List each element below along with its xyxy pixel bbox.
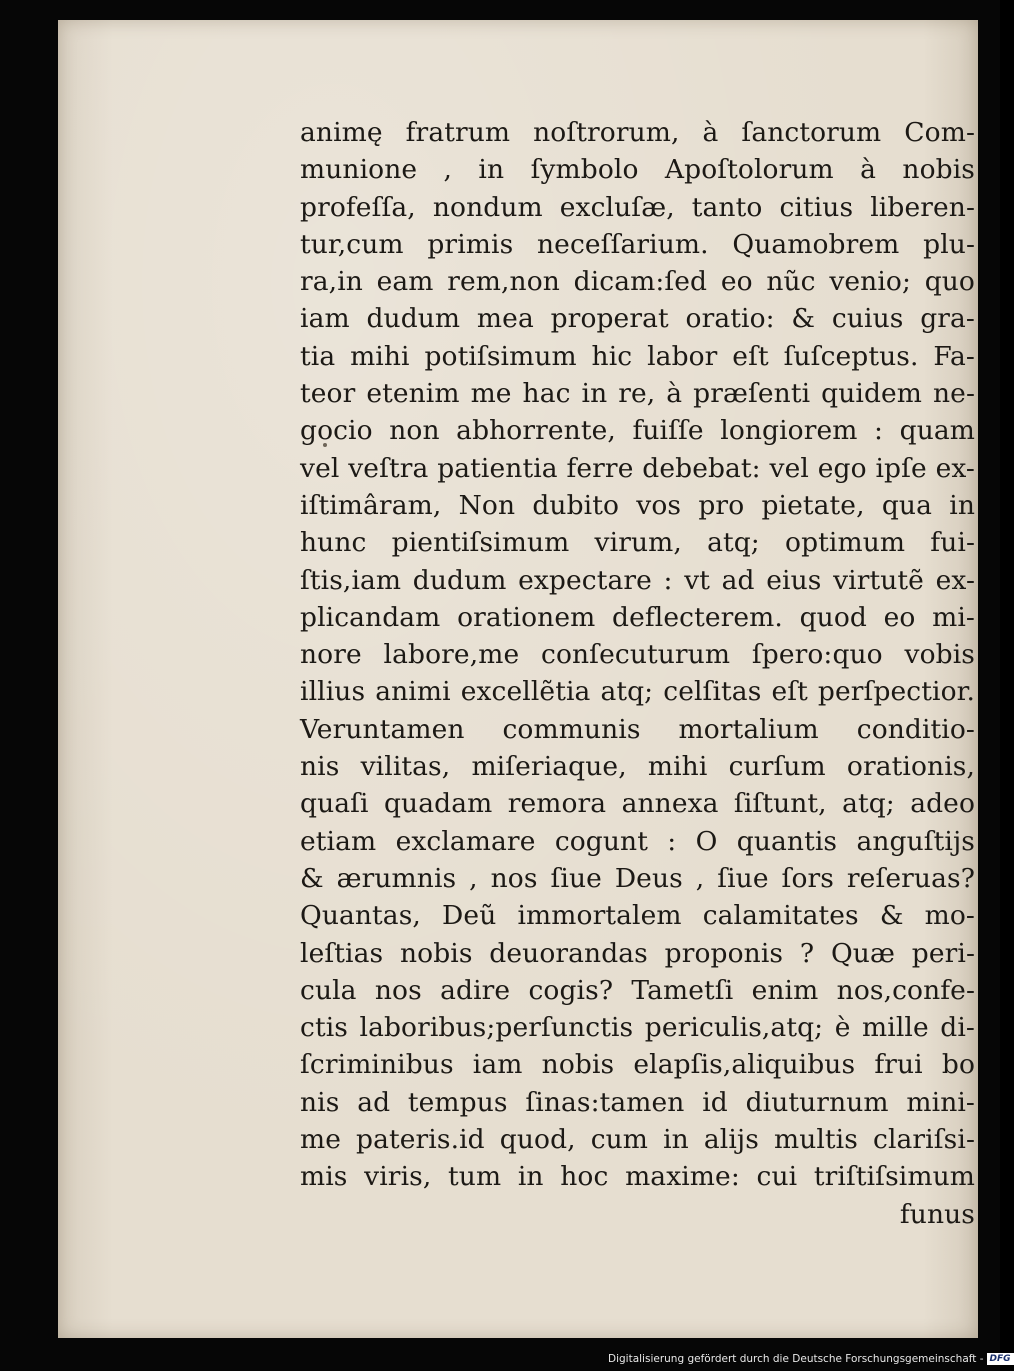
book-page xyxy=(58,20,978,1338)
text-line: iam dudum mea properat oratio: & cuius gra- xyxy=(300,303,975,335)
text-line: munione , in ſymbolo Apoſtolorum à nobis xyxy=(300,154,975,186)
text-line: animę fratrum noſtrorum, à ſanctorum Com- xyxy=(300,117,975,148)
text-line: illius animi excellẽtia atq; celſitas eſt perſpectior. xyxy=(300,676,975,708)
text-line: quaſi quadam remora annexa ſiſtunt, atq; adeo xyxy=(300,788,975,820)
text-line: & ærumnis , nos ſiue Deus , ſiue ſors reſeruas? xyxy=(300,862,975,894)
text-line: nis vilitas, miſeriaque, mihi curſum orationis, xyxy=(300,751,975,783)
text-line: mis viris, tum in hoc maxime: cui triſtiſsimum xyxy=(300,1161,975,1193)
dfg-logo: DFG xyxy=(987,1353,1014,1365)
funding-credit-text: Digitalisierung gefördert durch die Deutsche Forschungsgemeinschaft - xyxy=(608,1353,984,1365)
text-line: hunc pientiſsimum virum, atq; optimum fui- xyxy=(300,527,975,559)
text-line: etiam exclamare cogunt : O quantis anguſtijs xyxy=(300,825,975,857)
text-line: tia mihi potiſsimum hic labor eſt ſuſceptus. Fa- xyxy=(300,340,975,372)
text-line: profeſſa, nondum excluſæ, tanto citius liberen- xyxy=(300,191,975,223)
text-line: teor etenim me hac in re, à præſenti quidem ne- xyxy=(300,378,975,410)
text-line: iſtimâram, Non dubito vos pro pietate, qua in xyxy=(300,489,975,521)
text-line: Quantas, Deũ immortalem calamitates & mo- xyxy=(300,900,975,932)
text-line: gocio non abhorrente, fuiſſe longiorem : quam xyxy=(300,415,975,447)
funding-credit xyxy=(608,1352,1014,1366)
text-line: ra,in eam rem,non dicam:ſed eo nũc venio; quo xyxy=(300,266,975,298)
text-line: me pateris.id quod, cum in alijs multis clariſsi- xyxy=(300,1124,975,1156)
text-line: cula nos adire cogis? Tametſi enim nos,confe- xyxy=(300,974,975,1006)
text-line: Veruntamen communis mortalium conditio- xyxy=(300,713,975,745)
page-text-block xyxy=(300,114,975,1233)
text-line: ſcriminibus iam nobis elapſis,aliquibus frui bo xyxy=(300,1049,975,1081)
text-line: ſtis,iam dudum expectare : vt ad eius virtutẽ ex- xyxy=(300,564,975,596)
catchword: funus xyxy=(899,1198,975,1230)
text-line: nore labore,me conſecuturum ſpero:quo vobis xyxy=(300,639,975,671)
text-line: tur,cum primis neceſſarium. Quamobrem plu- xyxy=(300,228,975,260)
text-line: plicandam orationem deflecterem. quod eo mi- xyxy=(300,601,975,633)
text-line: leſtias nobis deuorandas proponis ? Quæ peri- xyxy=(300,937,975,969)
text-line: vel veſtra patientia ferre debebat: vel ego ipſe ex- xyxy=(300,452,975,484)
text-line: nis ad tempus ſinas:tamen id diuturnum mini- xyxy=(300,1086,975,1118)
text-line: ctis laboribus;perſunctis periculis,atq; è mille di- xyxy=(300,1012,975,1044)
